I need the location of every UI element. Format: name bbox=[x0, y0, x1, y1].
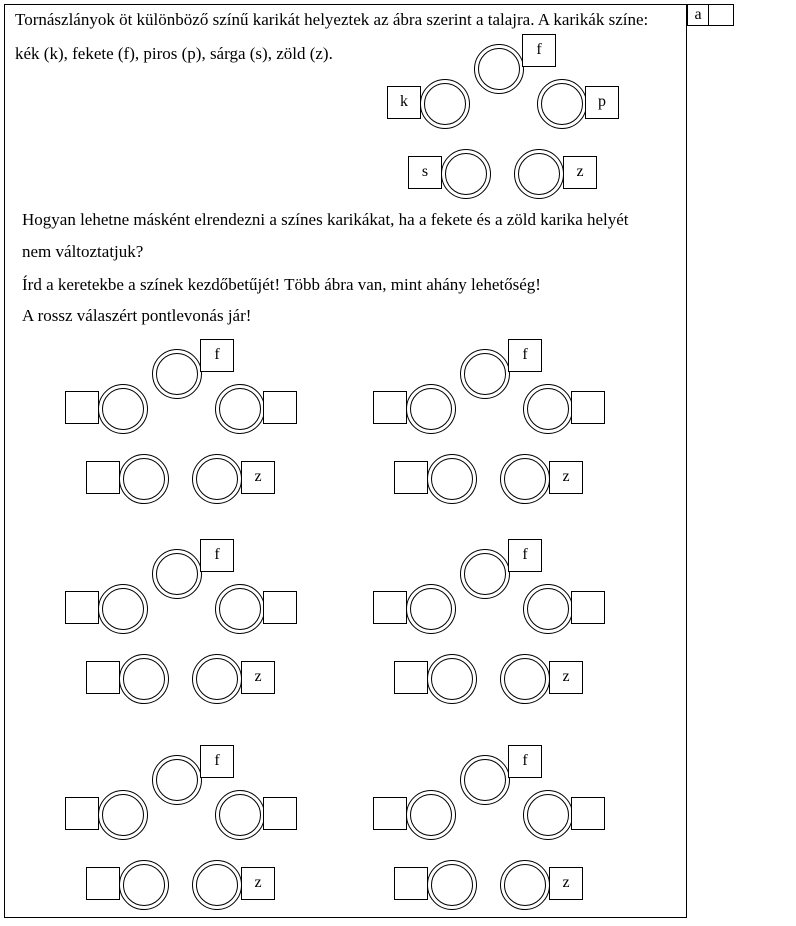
box-bottom-right bbox=[549, 461, 583, 494]
box-bottom-right-letter: z bbox=[562, 468, 570, 485]
answer-box-left[interactable] bbox=[65, 591, 99, 624]
ring-bottom-right bbox=[192, 654, 242, 704]
box-top-letter: f bbox=[214, 346, 220, 363]
ring-right bbox=[215, 790, 265, 840]
ring-top bbox=[460, 549, 510, 599]
box-top bbox=[200, 539, 234, 572]
ring-bottom-right bbox=[514, 149, 564, 199]
instruction-text: Írd a keretekbe a színek kezdőbetűjét! Több ábra van, mint ahány lehetőség! bbox=[22, 275, 541, 294]
answer-box-bottom-left[interactable] bbox=[86, 661, 120, 694]
answer-box-left[interactable] bbox=[373, 391, 407, 424]
answer-diagram bbox=[65, 539, 305, 704]
ring-left bbox=[98, 384, 148, 434]
box-bottom-right bbox=[549, 867, 583, 900]
box-bottom-right-letter: z bbox=[562, 668, 570, 685]
ring-right bbox=[537, 79, 587, 129]
ring-bottom-right bbox=[500, 454, 550, 504]
answer-diagram bbox=[65, 339, 305, 504]
box-left-letter: k bbox=[400, 93, 408, 110]
ring-bottom-right bbox=[500, 654, 550, 704]
ring-left bbox=[98, 584, 148, 634]
ring-bottom-left bbox=[427, 654, 477, 704]
ring-left bbox=[406, 584, 456, 634]
ring-bottom-right bbox=[192, 454, 242, 504]
answer-box-left[interactable] bbox=[373, 797, 407, 830]
box-top-letter: f bbox=[214, 752, 220, 769]
box-top bbox=[508, 745, 542, 778]
answer-box-bottom-left[interactable] bbox=[394, 867, 428, 900]
ring-bottom-right bbox=[500, 860, 550, 910]
box-bottom-right-letter: z bbox=[254, 874, 262, 891]
box-top-letter: f bbox=[214, 546, 220, 563]
ring-top bbox=[152, 755, 202, 805]
answer-box-right[interactable] bbox=[571, 391, 605, 424]
answer-box-bottom-left[interactable] bbox=[86, 867, 120, 900]
question-line-2: nem változtatjuk? bbox=[22, 242, 144, 261]
answer-box-bottom-left[interactable] bbox=[86, 461, 120, 494]
score-label-box bbox=[687, 4, 709, 26]
answer-box-left[interactable] bbox=[65, 797, 99, 830]
ring-bottom-left bbox=[427, 454, 477, 504]
answer-box-left[interactable] bbox=[373, 591, 407, 624]
box-bottom-right bbox=[241, 661, 275, 694]
ring-bottom-right bbox=[192, 860, 242, 910]
ring-right bbox=[215, 384, 265, 434]
box-top bbox=[522, 34, 556, 67]
ring-right bbox=[523, 584, 573, 634]
box-bottom-left-letter: s bbox=[421, 163, 429, 180]
ring-left bbox=[420, 79, 470, 129]
intro-line-2: kék (k), fekete (f), piros (p), sárga (s), zöld (z). bbox=[15, 44, 333, 63]
answer-box-right[interactable] bbox=[263, 591, 297, 624]
ring-left bbox=[406, 384, 456, 434]
answer-box-right[interactable] bbox=[263, 797, 297, 830]
ring-top bbox=[152, 349, 202, 399]
box-bottom-right bbox=[549, 661, 583, 694]
answer-box-right[interactable] bbox=[571, 591, 605, 624]
intro-line-1: Tornászlányok öt különböző színű karikát helyeztek az ábra szerint a talajra. A karikák színe: bbox=[15, 10, 649, 29]
ring-right bbox=[215, 584, 265, 634]
answer-diagram bbox=[373, 339, 613, 504]
box-top-letter: f bbox=[522, 346, 528, 363]
box-bottom-left bbox=[408, 156, 442, 189]
answer-box-right[interactable] bbox=[263, 391, 297, 424]
box-top bbox=[508, 339, 542, 372]
score-label: a bbox=[694, 6, 702, 23]
box-bottom-right bbox=[241, 461, 275, 494]
ring-left bbox=[406, 790, 456, 840]
box-bottom-right bbox=[241, 867, 275, 900]
ring-top bbox=[460, 349, 510, 399]
box-bottom-right bbox=[563, 156, 597, 189]
ring-left bbox=[98, 790, 148, 840]
ring-bottom-left bbox=[119, 654, 169, 704]
box-right bbox=[585, 86, 619, 119]
ring-bottom-left bbox=[427, 860, 477, 910]
ring-top bbox=[460, 755, 510, 805]
box-top-letter: f bbox=[522, 752, 528, 769]
box-top-letter: f bbox=[522, 546, 528, 563]
example-diagram bbox=[387, 34, 627, 199]
warning-text: A rossz válaszért pontlevonás jár! bbox=[22, 306, 252, 325]
box-bottom-right-letter: z bbox=[254, 468, 262, 485]
box-top bbox=[200, 339, 234, 372]
answer-box-left[interactable] bbox=[65, 391, 99, 424]
answer-box-right[interactable] bbox=[571, 797, 605, 830]
box-bottom-right-letter: z bbox=[562, 874, 570, 891]
ring-top bbox=[474, 44, 524, 94]
box-left bbox=[387, 86, 421, 119]
answer-diagram bbox=[373, 745, 613, 910]
box-bottom-right-letter: z bbox=[254, 668, 262, 685]
answer-diagram bbox=[65, 745, 305, 910]
box-bottom-right-letter: z bbox=[576, 163, 584, 180]
ring-bottom-left bbox=[119, 860, 169, 910]
box-top bbox=[200, 745, 234, 778]
ring-bottom-left bbox=[119, 454, 169, 504]
ring-bottom-left bbox=[441, 149, 491, 199]
ring-right bbox=[523, 384, 573, 434]
score-input-box[interactable] bbox=[708, 4, 734, 26]
answer-box-bottom-left[interactable] bbox=[394, 461, 428, 494]
box-top-letter: f bbox=[536, 41, 542, 58]
ring-right bbox=[523, 790, 573, 840]
answer-box-bottom-left[interactable] bbox=[394, 661, 428, 694]
ring-top bbox=[152, 549, 202, 599]
box-top bbox=[508, 539, 542, 572]
question-line-1: Hogyan lehetne másként elrendezni a színes karikákat, ha a fekete és a zöld karika helyét bbox=[22, 210, 629, 229]
answer-diagram bbox=[373, 539, 613, 704]
box-right-letter: p bbox=[598, 93, 606, 110]
